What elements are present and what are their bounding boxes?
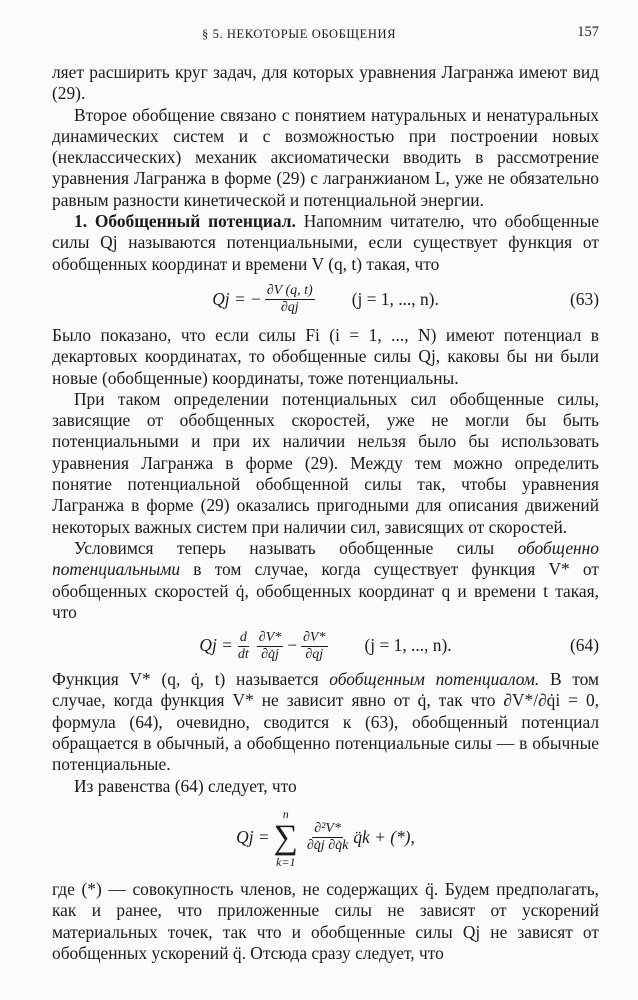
eq63-denominator: ∂qj (280, 300, 299, 316)
term-generalized-potential-forces: обобщенно потенциальными (52, 537, 599, 580)
eq64-f2-den: ∂qj (305, 646, 324, 662)
eq64-condition: (j = 1, ..., n). (364, 635, 452, 656)
sum-symbol: ∑ (273, 818, 298, 856)
equation-63 (52, 275, 599, 325)
eq64-velocity-fraction (257, 630, 283, 663)
equation-number-63: (63) (570, 289, 599, 310)
paragraph-cartesian-potential: Было показано, что если силы Fi (i = 1, ..., N) имеют потенциал в декартовых координатах, то обобщенные силы Qj, каковы бы ни были новые (обобщенные) координаты, тоже потенциальны. (52, 324, 599, 388)
eq64-f1-num: ∂V* (258, 629, 282, 645)
eq63-fraction (265, 283, 315, 316)
eq63-condition: (j = 1, ..., n). (351, 289, 439, 310)
summation (274, 807, 298, 869)
eqsum-num: ∂²V* (314, 821, 341, 837)
eqsum-lhs: Qj = (236, 827, 270, 848)
eq64-d-den: dt (237, 646, 249, 662)
equation-number-64: (64) (570, 635, 599, 656)
paragraph-text: в том случае, когда существует функция V* от обобщенных скоростей q̇, обобщенных координат q и времени t такая, что (52, 559, 599, 622)
sum-lower-limit: k=1 (276, 854, 296, 869)
eq64-lhs: Qj = (199, 635, 233, 656)
page-header (52, 22, 599, 42)
page-body (52, 62, 599, 964)
eq64-coordinate-fraction (301, 630, 327, 663)
eq64-time-derivative (236, 630, 251, 663)
eq63-lhs: Qj = − (212, 289, 262, 310)
eq64-f2-num: ∂V* (303, 629, 326, 645)
eq64-f1-den: ∂q̇j (261, 646, 279, 662)
eq64-minus: − (286, 635, 299, 656)
equation-sum (52, 797, 599, 879)
term-generalized-potential: обобщенным потенциалом. (329, 669, 540, 690)
page-number: 157 (577, 24, 599, 40)
eq63-numerator: ∂V (q, t) (266, 283, 313, 299)
paragraph-from-equality: Из равенства (64) следует, что (74, 775, 297, 796)
paragraph-closing: где (*) — совокупность членов, не содержащих q̈. Будем предполагать, как и ранее, что приложенные силы не зависят от ускорений материальных точек, так что и обобщенные силы Qj не зависят от обобщенных ускорений q̈. Отсюда сразу следует, что (52, 878, 599, 963)
section-heading: 1. Обобщенный потенциал. (74, 211, 296, 232)
equation-64 (52, 623, 599, 669)
paragraph-text: В том случае, когда функция V* не зависит явно от q̇, так что ∂V*/∂q̇i = 0, формула (64), очевидно, сводится к (63), обобщенный потенциал обращается в обычный, а обобщенно потенциальные силы — в обычные потенциальные. (52, 669, 599, 775)
paragraph-second-generalization: Второе обобщение связано с понятием натуральных и ненатуральных динамических систем и с возможностью при построении новых (неклассических) механик аксиоматически вводить в рассмотрение уравнения Лагранжа в форме (29) с лагранжианом L, уже не обязательно равным разности кинетической и потенциальной энергии. (52, 104, 599, 210)
paragraph-continuation: ляет расширить круг задач, для которых уравнения Лагранжа имеют вид (29). (52, 62, 599, 104)
eq64-d-num: d (239, 629, 247, 645)
paragraph-text: Функция V* (q, q̇, t) называется (52, 669, 319, 690)
eqsum-fraction (305, 821, 350, 854)
paragraph-text: Напомним читателю, что обобщенные силы Qj называются потенциальными, если существует функция от обобщенных координат и времени V (q, t) такая, что (52, 211, 599, 274)
paragraph-text: Условимся теперь называть обобщенные силы (74, 537, 495, 558)
sum-upper-limit: n (282, 806, 289, 821)
running-title: § 5. НЕКОТОРЫЕ ОБОБЩЕНИЯ (202, 27, 397, 41)
eqsum-tail: q̈k + (*), (353, 827, 415, 848)
eqsum-den: ∂q̇j ∂q̇k (306, 838, 349, 854)
paragraph-function-definition (52, 669, 599, 775)
paragraph-generalized-potential-def (52, 538, 599, 623)
paragraph-generalized-potential (52, 211, 599, 275)
paragraph-velocity-forces: При таком определении потенциальных сил обобщенные силы, зависящие от обобщенных скоростей, уже не могли бы быть потенциальными и при их наличии нельзя было бы использовать уравнения Лагранжа в форме (29). Между тем можно определить понятие потенциальной обобщенной силы так, чтобы уравнения Лагранжа в форме (29) оказались пригодными для описания движений некоторых важных систем при наличии сил, зависящих от скоростей. (52, 388, 599, 537)
